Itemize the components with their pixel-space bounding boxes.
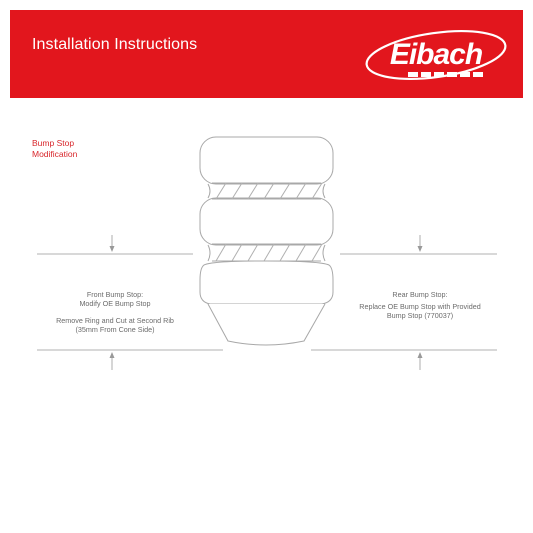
rear-note-title: Rear Bump Stop: — [392, 290, 448, 299]
page-title: Installation Instructions — [32, 36, 198, 53]
bump-stop-body — [200, 137, 333, 345]
front-note-line3: (35mm From Cone Side) — [75, 325, 155, 334]
svg-text:Eibach: Eibach — [389, 38, 483, 71]
rear-note-line2: Bump Stop (770037) — [386, 311, 454, 320]
front-note-title: Front Bump Stop: — [86, 290, 144, 299]
front-note-line2: Remove Ring and Cut at Second Rib — [56, 316, 174, 325]
rear-bump-stop-note — [345, 290, 495, 320]
rear-note-line1: Replace OE Bump Stop with Provided — [359, 302, 481, 311]
section-label-line1: Bump Stop — [32, 138, 75, 148]
front-bump-stop-note — [40, 290, 190, 334]
front-note-line1: Modify OE Bump Stop — [79, 299, 151, 308]
section-label-line2: Modification — [32, 149, 78, 159]
